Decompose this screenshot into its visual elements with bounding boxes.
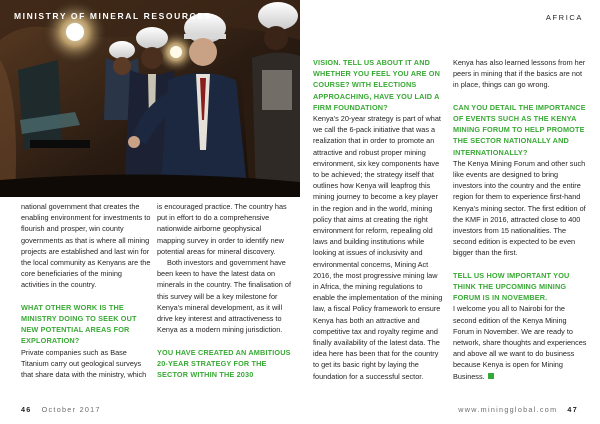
body-paragraph: Private companies such as Base Titanium carry out geological surveys that share data with the ministry, which [21, 347, 147, 380]
interview-question: CAN YOU DETAIL THE IMPORTANCE OF EVENTS SUCH AS THE KENYA MINING FORUM TO HELP PROMOTE THE SECTOR NATIONALLY AND INTERNATIONALLY? [453, 102, 586, 157]
body-paragraph: The Kenya Mining Forum and other such like events are designed to bring investors into the country and the entire region for them to experience first-hand Kenya's mining sector. The first edition of the KMF in 2016, attracted close to 400 investors from 15 nationalities. The second edition is expected to be even bigger than the first. [453, 158, 586, 258]
text-column-4 [453, 57, 587, 382]
end-of-article-mark [488, 373, 494, 379]
body-paragraph: Kenya has also learned lessons from her peers in mining that if the basics are not in place, things can go wrong. [453, 58, 586, 90]
text-column-1 [21, 201, 151, 380]
body-paragraph: national government that creates the enabling environment for investments to flourish and prosper, win county governments as that is where all mining projects are established and last win for the local community as Kenyans are the core beneficiaries of the mining activities in the country. [21, 202, 151, 290]
issue-date: October 2017 [41, 405, 101, 414]
interview-question: VISION. TELL US ABOUT IT AND WHETHER YOU FEEL YOU ARE ON COURSE? WITH ELECTIONS APPROACHING, HAVE YOU LAID A FIRM FOUNDATION? [313, 58, 441, 112]
body-paragraph: is encouraged practice. The country has put in effort to do a comprehensive nationwide airborne geophysical mapping survey in order to identify new potential areas for mineral discovery. [157, 202, 287, 256]
page-number-right: 47 [567, 405, 578, 414]
text-column-2 [157, 201, 291, 380]
website-url: www.miningglobal.com [458, 405, 558, 414]
interview-question: YOU HAVE CREATED AN AMBITIOUS 20-YEAR STRATEGY FOR THE SECTOR WITHIN THE 2030 [157, 347, 291, 380]
page-number-left: 46 [21, 405, 32, 414]
region-tag: AFRICA [545, 13, 583, 22]
body-paragraph [453, 303, 587, 381]
interview-question: WHAT OTHER WORK IS THE MINISTRY DOING TO SEEK OUT NEW POTENTIAL AREAS FOR EXPLORATION? [21, 302, 137, 346]
body-paragraph: Kenya's 20-year strategy is part of what we call the 6-pack initiative that was a realization that in order to promote an attractive and robust proper mining environment, six key components have to be achieved; the strategy itself that outlines how Kenya will leapfrog this mining journey to become a key player in the region and in the world, mining policy that aims at creating the right environment for reform, repealing old laws and building institutions while looking at issues of inclusivity and environmental concerns, Mining Act 2016, the most progressive mining law in Africa, the mining regulations to enable the implementation of the mining law, a fiscal Policy framework to ensure Kenya has both an attractive and competitive tax and royalty regime and finally availability of the latest data. The idea here has been that for the country to get its basic right by laying the foundation for a successful sector. [313, 114, 443, 381]
photo-illustration [0, 0, 300, 197]
footer-left [21, 405, 101, 414]
footer-right [458, 405, 578, 414]
section-header: MINISTRY OF MINERAL RESOURCES [14, 11, 212, 21]
mine-tunnel-photo [0, 0, 300, 197]
text-column-3 [313, 57, 443, 382]
body-paragraph: Both investors and government have been keen to have the latest data on minerals in the country. The finalisation of this survey will be a key milestone for Kenya's mineral development, as it will drive key interest and attractiveness to Kenya as a modern mining jurisdiction. [157, 258, 291, 335]
interview-question: TELL US HOW IMPORTANT YOU THINK THE UPCOMING MINING FORUM IS IN NOVEMBER. [453, 270, 570, 303]
closing-paragraph-text: I welcome you all to Nairobi for the second edition of the Kenya Mining Forum in November. We are ready to network, share thoughts and experiences and above all we want to do business because Kenya is open for Mining Business. [453, 304, 587, 381]
